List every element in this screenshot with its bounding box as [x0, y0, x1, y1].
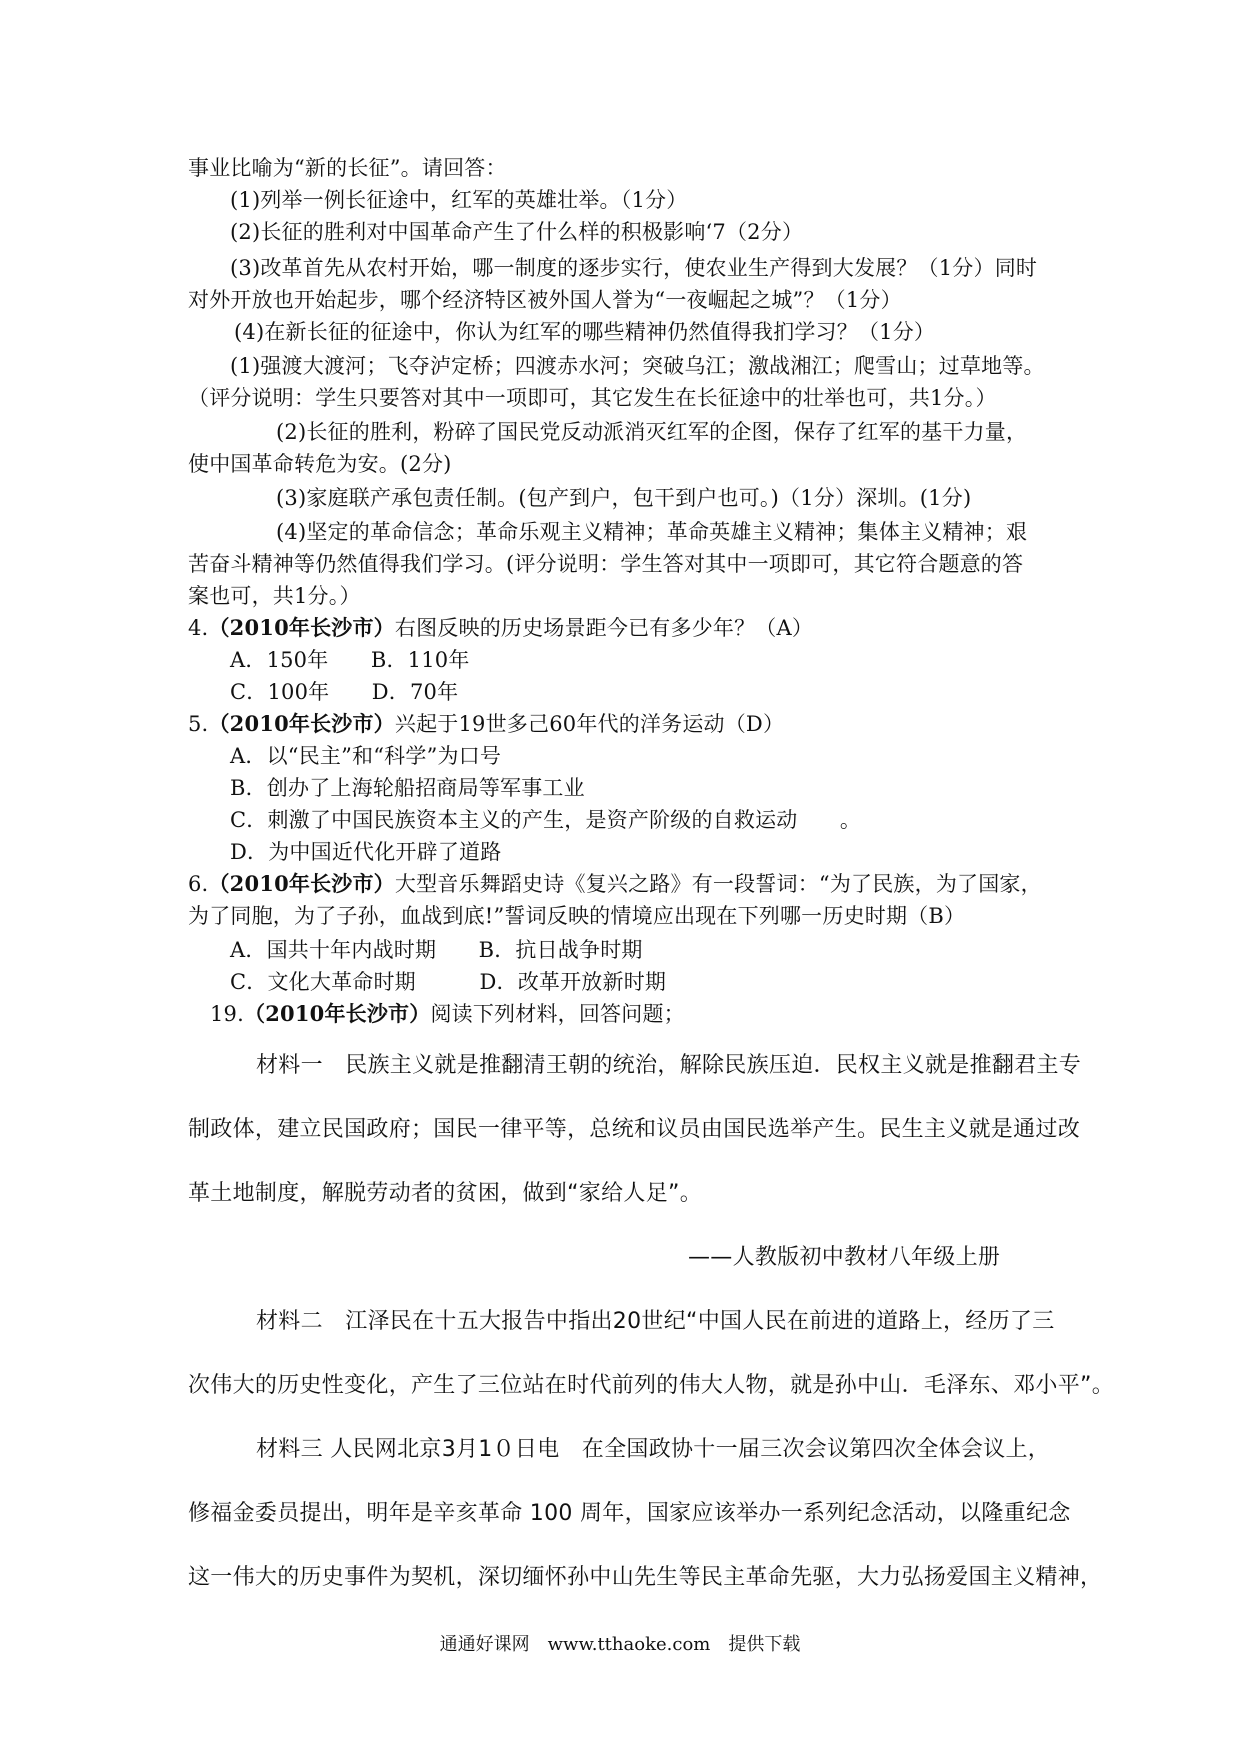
q3-sub2: (2)长征的胜利对中国革命产生了什么样的积极影响‘7（2分） [230, 220, 804, 244]
q5-option-a: A．以“民主”和“科学”为口号 [230, 744, 502, 768]
q6-options-row1: A．国共十年内战时期 B．抗日战争时期 [230, 938, 643, 962]
q3-answer1-line1: (1)强渡大渡河；飞夺泸定桥；四渡赤水河；突破乌江；激战湘江；爬雪山；过草地等。 [230, 354, 1045, 378]
material-1-line3: 革土地制度，解脱劳动者的贫困，做到“家给人足”。 [188, 1181, 702, 1206]
question-6 [188, 870, 1042, 898]
q3-sub4: (4)在新长征的征途中，你认为红军的哪些精神仍然值得我扪学习？（1分） [234, 320, 936, 344]
q3-answer3: (3)家庭联产承包责任制。(包产到户，包干到户也可。)（1分）深圳。(1分) [276, 486, 972, 510]
q3-answer4-line3: 案也可，共1分。） [188, 584, 361, 608]
material-1-line1: 材料一 民族主义就是推翻清王朝的统治，解除民族压迫．民权主义就是推翻君主专 [256, 1053, 1082, 1078]
question-19 [210, 1000, 685, 1028]
q3-answer4-line2: 苦奋斗精神等仍然值得我们学习。(评分说明：学生答对其中一项即可，其它符合题意的答 [188, 552, 1024, 576]
q3-sub3-line1: (3)改革首先从农村开始，哪一制度的逐步实行，使农业生产得到大发展？（1分）同时 [230, 256, 1038, 280]
material-2-line2: 次伟大的历史性变化，产生了三位站在时代前列的伟大人物，就是孙中山．毛泽东、邓小平”。 [188, 1373, 1115, 1398]
q4-source: （2010年长沙市） [208, 615, 395, 640]
q3-answer2-line1: (2)长征的胜利，粉碎了国民党反动派消灭红军的企图，保存了红军的基干力量， [276, 420, 1028, 444]
material-3-line2: 修福金委员提出，明年是辛亥革命 100 周年，国家应该举办一系列纪念活动，以隆重纪念 [188, 1501, 1071, 1526]
q3-intro: 事业比喻为“新的长征”。请回答： [188, 156, 507, 180]
q6-stem-line1: 大型音乐舞蹈史诗《复兴之路》有一段誓词：“为了民族，为了国家， [394, 872, 1042, 896]
material-1-source: ——人教版初中教材八年级上册 [688, 1245, 1001, 1270]
material-1-line2: 制政体，建立民国政府；国民一律平等，总统和议员由国民选举产生。民生主义就是通过改 [188, 1117, 1081, 1142]
q5-source: （2010年长沙市） [208, 711, 395, 736]
q19-stem: 阅读下列材料，回答问题； [430, 1002, 685, 1026]
material-2-line1: 材料二 江泽民在十五大报告中指出20世纪“中国人民在前进的道路上，经历了三 [256, 1309, 1055, 1334]
q3-answer4-line1: (4)坚定的革命信念；革命乐观主义精神；革命英雄主义精神；集体主义精神；艰 [276, 520, 1028, 544]
q5-stem: 兴起于19世多己60年代的洋务运动（D） [394, 712, 785, 736]
q6-options-row2: C．文化大革命时期 D．改革开放新时期 [230, 970, 667, 994]
q6-source: （2010年长沙市） [208, 871, 395, 896]
q5-option-d: D．为中国近代化开辟了道路 [230, 840, 502, 864]
q6-stem-line2: 为了同胞，为了子孙，血战到底!”誓词反映的情境应出现在下列哪一历史时期（B） [188, 904, 966, 928]
q5-number: 5. [188, 712, 209, 736]
material-3-line1: 材料三 人民网北京3月1０日电 在全国政协十一届三次会议第四次全体会议上， [256, 1437, 1051, 1462]
question-5 [188, 710, 784, 738]
page-footer: 通通好课网 www.tthaoke.com 提供下载 [439, 1634, 801, 1655]
q3-answer1-line2: （评分说明：学生只要答对其中一项即可，其它发生在长征途中的壮举也可，共1分。） [188, 386, 997, 410]
q19-number: 19. [210, 1002, 244, 1026]
q19-source: （2010年长沙市） [244, 1001, 431, 1026]
material-3-line3: 这一伟大的历史事件为契机，深切缅怀孙中山先生等民主革命先驱，大力弘扬爱国主义精神， [188, 1565, 1103, 1590]
q4-options-row2: C．100年 D．70年 [230, 680, 459, 704]
q5-option-c: C．刺激了中国民族资本主义的产生，是资产阶级的自救运动 。 [230, 808, 862, 832]
q5-option-b: B．创办了上海轮船招商局等军事工业 [230, 776, 585, 800]
q3-answer2-line2: 使中国革命转危为安。(2分) [188, 452, 452, 476]
q6-number: 6. [188, 872, 209, 896]
q3-sub3-line2: 对外开放也开始起步，哪个经济特区被外国人誉为“一夜崛起之城”？（1分） [188, 288, 902, 312]
q4-stem: 右图反映的历史场景距今已有多少年？（A） [394, 616, 814, 640]
q4-number: 4. [188, 616, 209, 640]
q3-sub1: (1)列举一例长征途中，红军的英雄壮举。（1分） [230, 188, 688, 212]
q4-options-row1: A．150年 B．110年 [230, 648, 470, 672]
question-4 [188, 614, 813, 642]
